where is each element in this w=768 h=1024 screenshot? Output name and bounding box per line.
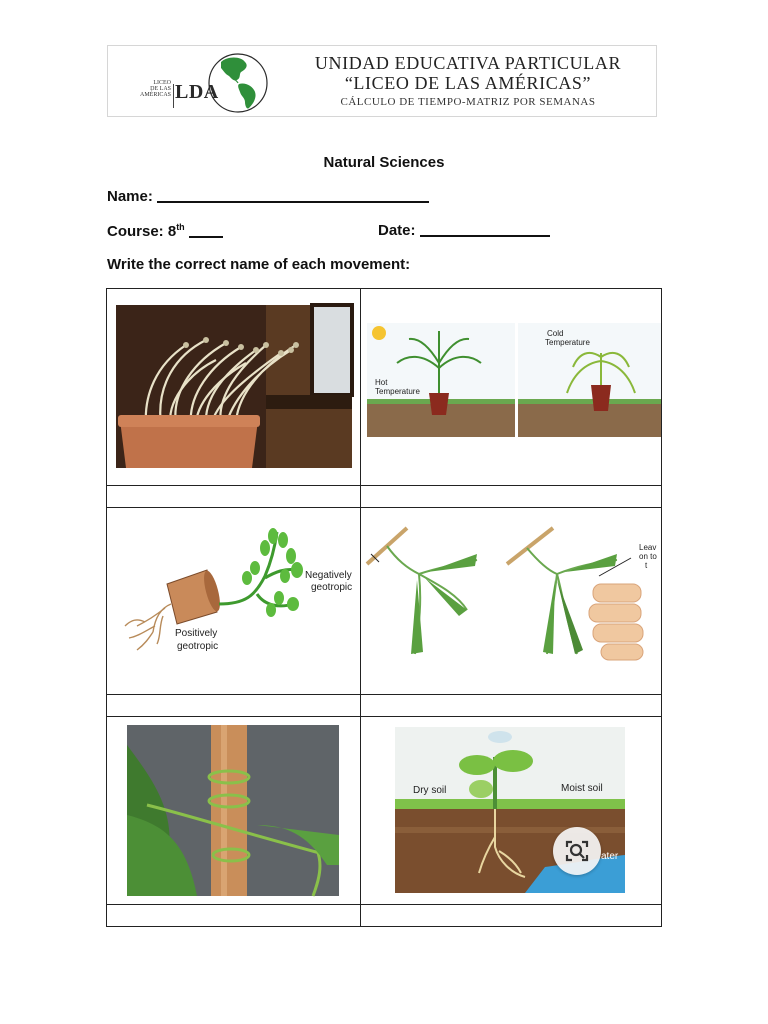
answer-cell-3[interactable] [107,695,361,717]
image-row [107,289,662,486]
answer-cell-1[interactable] [107,486,361,508]
name-label: Name: [107,188,153,205]
tendril-image [127,725,339,896]
answer-text[interactable] [107,695,360,716]
cold-temperature-label-line2: Temperature [545,338,590,347]
positively-geotropic-label: Positively [175,628,218,639]
school-subtitle: CÁLCULO DE TIEMPO-MATRIZ POR SEMANAS [340,96,596,108]
image-row [107,717,662,905]
image-cell-thigmotropism [107,717,361,905]
school-header-banner [107,45,657,117]
moist-soil-label: Moist soil [561,783,603,794]
leaves-label-line3: t [645,561,648,570]
answer-text[interactable] [107,486,360,507]
date-field [378,222,550,239]
answer-text[interactable] [361,695,661,716]
course-label: Course: 8 [107,223,177,240]
positively-geotropic-label-line2: geotropic [177,641,219,652]
answer-row [107,905,662,927]
hot-temperature-label: Hot [375,378,388,387]
image-cell-geotropism [107,508,361,695]
answer-cell-5[interactable] [107,905,361,927]
answer-text[interactable] [361,905,661,926]
date-label: Date: [378,222,416,239]
movements-table [106,288,662,927]
answer-text[interactable] [107,905,360,926]
course-field [107,222,223,240]
thermotropism-image [367,323,661,437]
name-field [107,188,429,205]
logo-separator [173,84,174,108]
course-superscript: th [176,222,185,232]
logo-abbrev: LDA [175,81,219,103]
answer-cell-4[interactable] [361,695,662,717]
image-cell-thermotropism [361,289,662,486]
answer-cell-2[interactable] [361,486,662,508]
logo-small-text: LICEO DE LAS AMÉRICAS [139,80,171,98]
lens-search-icon [553,827,601,875]
cold-temperature-label: Cold [547,329,564,338]
geotropism-image [115,526,360,658]
school-logo [133,48,263,114]
globe-americas-icon [207,48,265,118]
answer-text[interactable] [361,486,661,507]
instruction-text: Write the correct name of each movement: [107,256,411,273]
leaves-label: Leav [639,543,657,552]
water-label: ater [601,851,619,862]
name-blank-line[interactable] [157,189,429,203]
hot-temperature-label-line2: Temperature [375,387,420,396]
leaves-label-line2: on to [639,552,657,561]
image-search-button[interactable] [553,827,601,875]
subject-title: Natural Sciences [323,154,445,171]
image-cell-phototropism [107,289,361,486]
date-blank-line[interactable] [420,223,550,237]
negatively-geotropic-label-line2: geotropic [311,582,353,593]
negatively-geotropic-label: Negatively [305,570,352,581]
image-row [107,508,662,695]
phototropism-image [116,305,352,468]
course-blank-line[interactable] [189,224,223,238]
answer-row [107,695,662,717]
school-name: UNIDAD EDUCATIVA PARTICULAR “LICEO DE LAS AMÉRICAS” [314,53,622,93]
image-cell-thigmonasty [361,508,662,695]
dry-soil-label: Dry soil [413,785,447,796]
answer-row [107,486,662,508]
mimosa-touch-image [367,524,655,664]
image-cell-hydrotropism [361,717,662,905]
answer-cell-6[interactable] [361,905,662,927]
